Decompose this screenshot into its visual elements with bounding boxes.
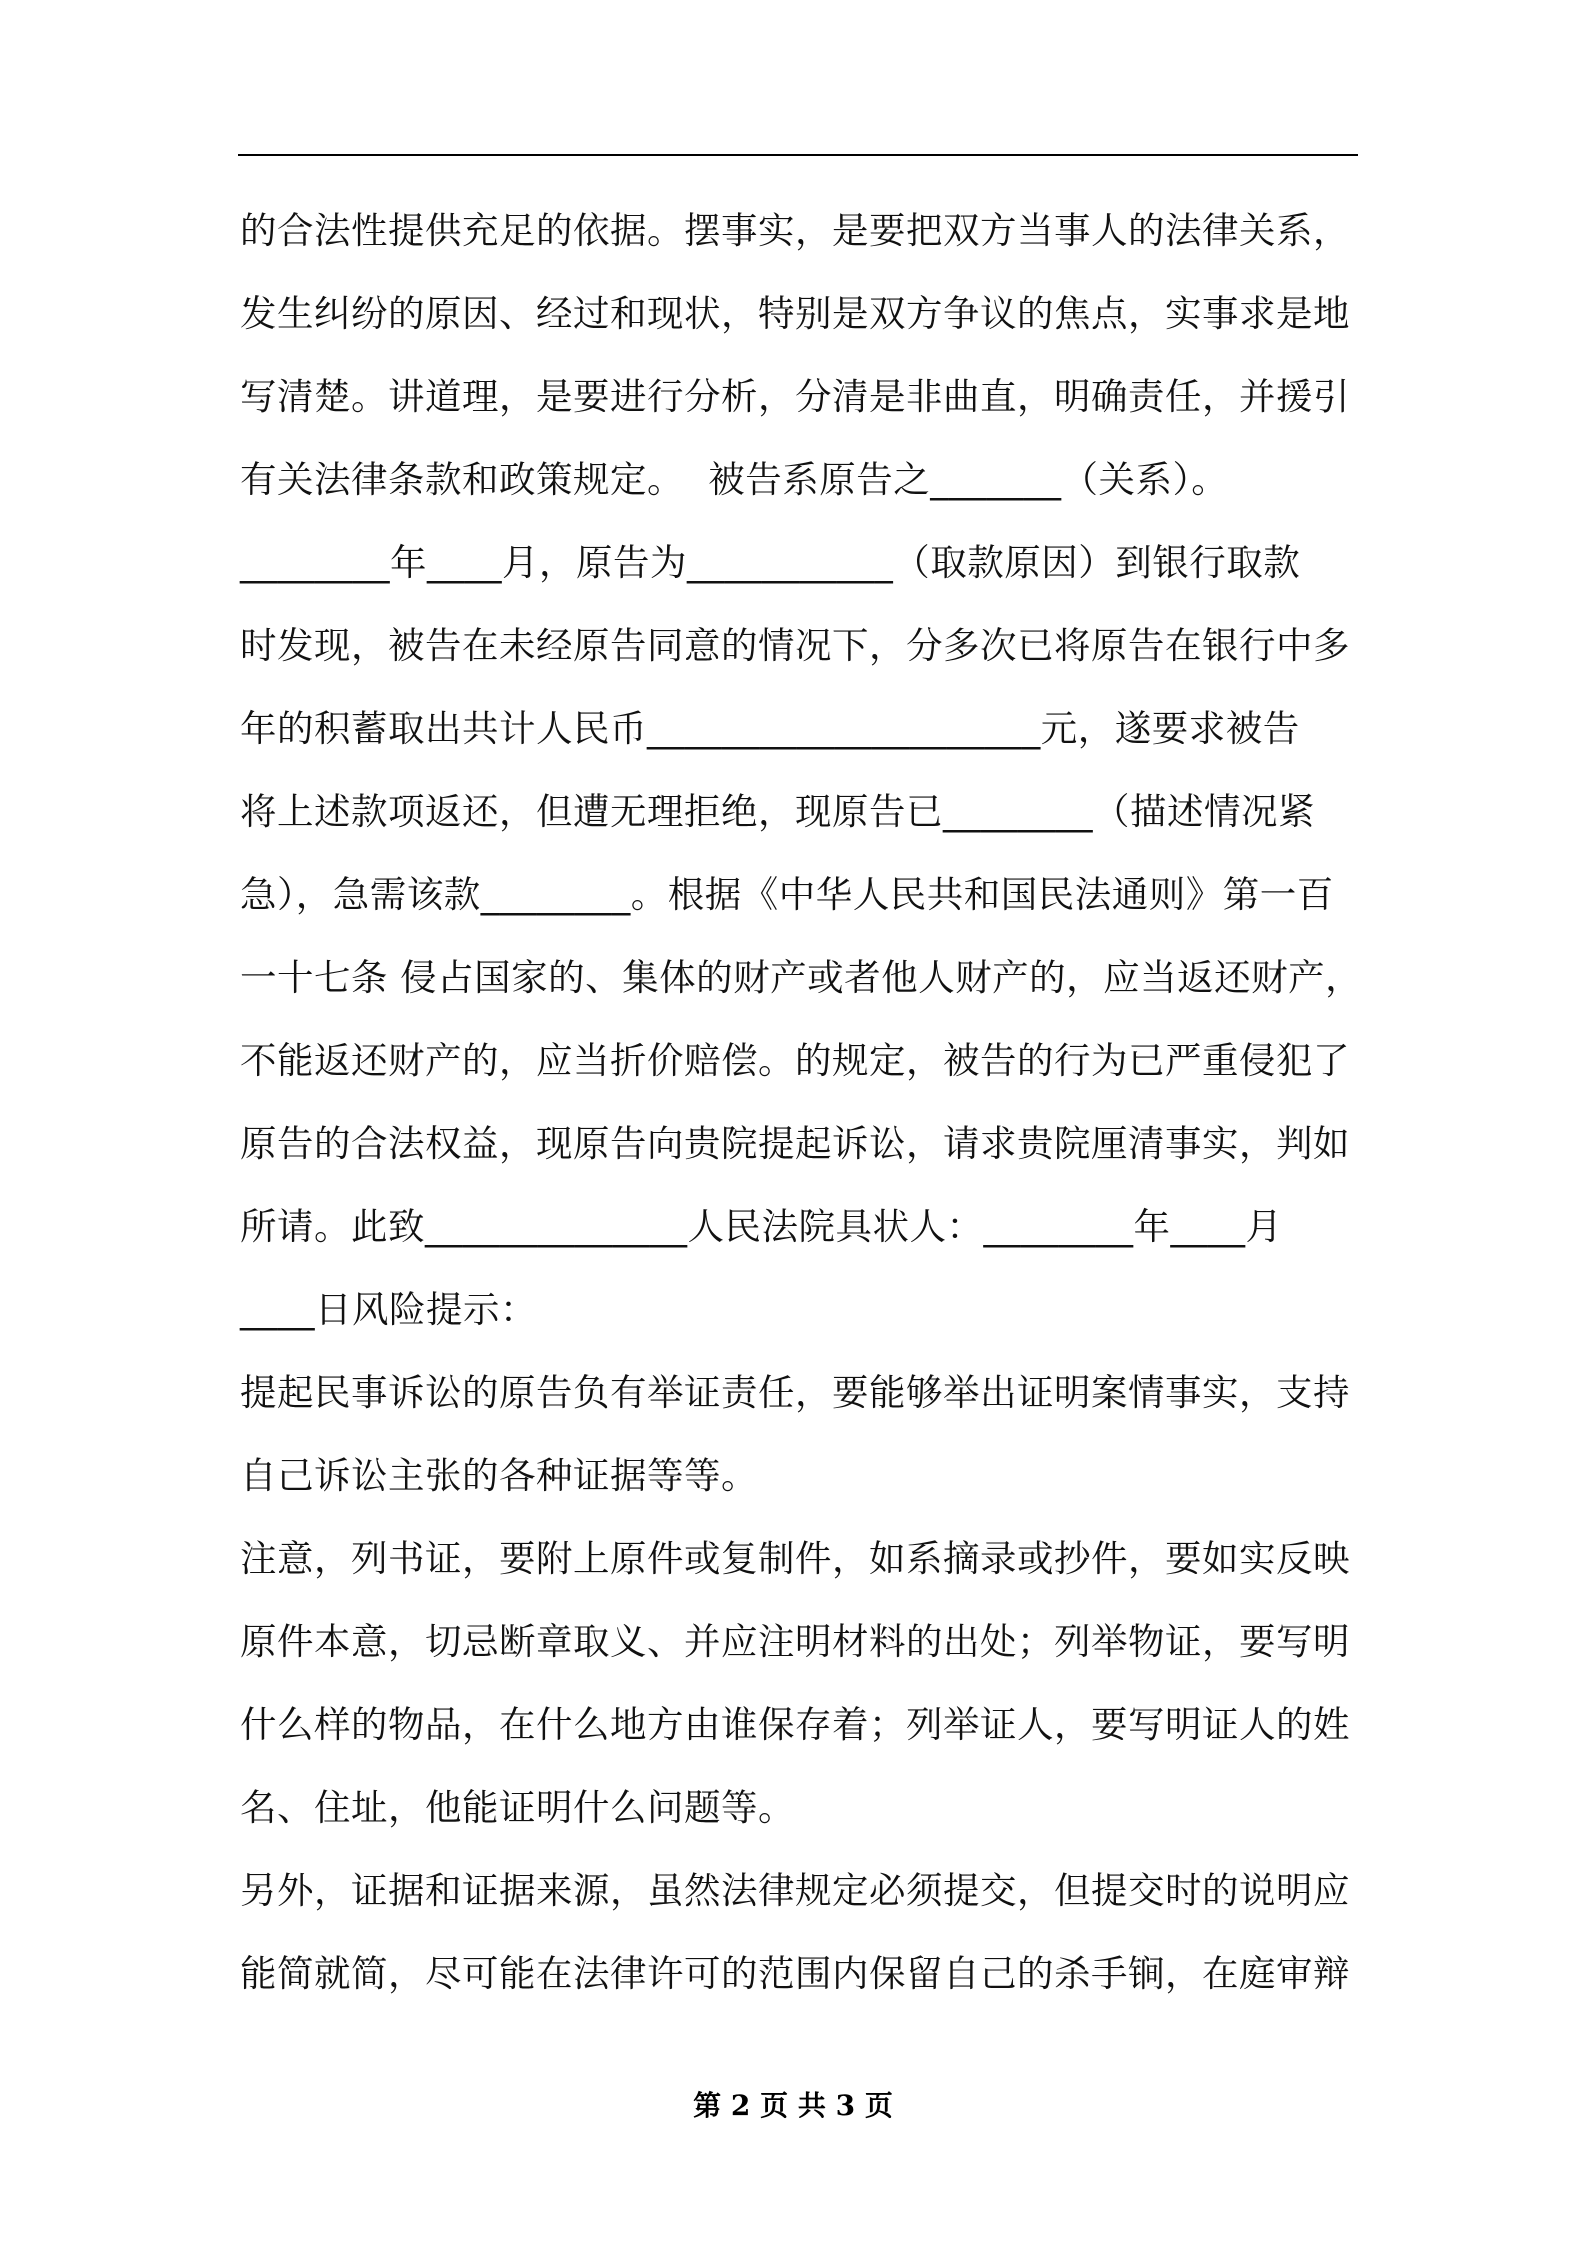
body-line-18: 原件本意，切忌断章取义、并应注明材料的出处；列举物证，要写明 (240, 1620, 1350, 1663)
body-line-21: 另外，证据和证据来源，虽然法律规定必须提交，但提交时的说明应 (240, 1869, 1350, 1912)
body-line-14: ____日风险提示： (240, 1288, 537, 1331)
body-line-15: 提起民事诉讼的原告负有举证责任，要能够举出证明案情事实，支持 (240, 1371, 1350, 1414)
body-line-2: 发生纠纷的原因、经过和现状，特别是双方争议的焦点，实事求是地 (240, 292, 1350, 335)
body-line-20: 名、住址，他能证明什么问题等。 (240, 1786, 795, 1829)
body-line-16: 自己诉讼主张的各种证据等等。 (240, 1454, 758, 1497)
body-line-11: 不能返还财产的，应当折价赔偿。的规定，被告的行为已严重侵犯了 (240, 1039, 1350, 1082)
page-number-footer: 第 2 页 共 3 页 (693, 2089, 893, 2122)
body-line-3: 写清楚。讲道理，是要进行分析，分清是非曲直，明确责任，并援引 (240, 375, 1350, 418)
body-line-19: 什么样的物品，在什么地方由谁保存着；列举证人，要写明证人的姓 (240, 1703, 1350, 1746)
body-line-6: 时发现，被告在未经原告同意的情况下，分多次已将原告在银行中多 (240, 624, 1350, 667)
header-rule (238, 154, 1358, 156)
body-line-5: ________年____月，原告为___________（取款原因）到银行取款 (240, 541, 1301, 584)
body-line-7: 年的积蓄取出共计人民币_____________________元，遂要求被告 (240, 707, 1300, 750)
body-line-12: 原告的合法权益，现原告向贵院提起诉讼，请求贵院厘清事实，判如 (240, 1122, 1350, 1165)
body-line-17: 注意，列书证，要附上原件或复制件，如系摘录或抄件，要如实反映 (240, 1537, 1350, 1580)
body-line-22: 能简就简，尽可能在法律许可的范围内保留自己的杀手锏，在庭审辩 (240, 1952, 1350, 1995)
body-line-1: 的合法性提供充足的依据。摆事实，是要把双方当事人的法律关系， (240, 209, 1350, 252)
body-line-9: 急），急需该款________。根据《中华人民共和国民法通则》第一百 (240, 873, 1334, 916)
body-line-10: 一十七条 侵占国家的、集体的财产或者他人财产的，应当返还财产， (240, 956, 1363, 999)
body-line-4: 有关法律条款和政策规定。 被告系原告之_______（关系）。 (240, 458, 1229, 501)
body-line-13: 所请。此致______________人民法院具状人：________年____月 (240, 1205, 1283, 1248)
body-line-8: 将上述款项返还，但遭无理拒绝，现原告已________（描述情况紧 (240, 790, 1315, 833)
